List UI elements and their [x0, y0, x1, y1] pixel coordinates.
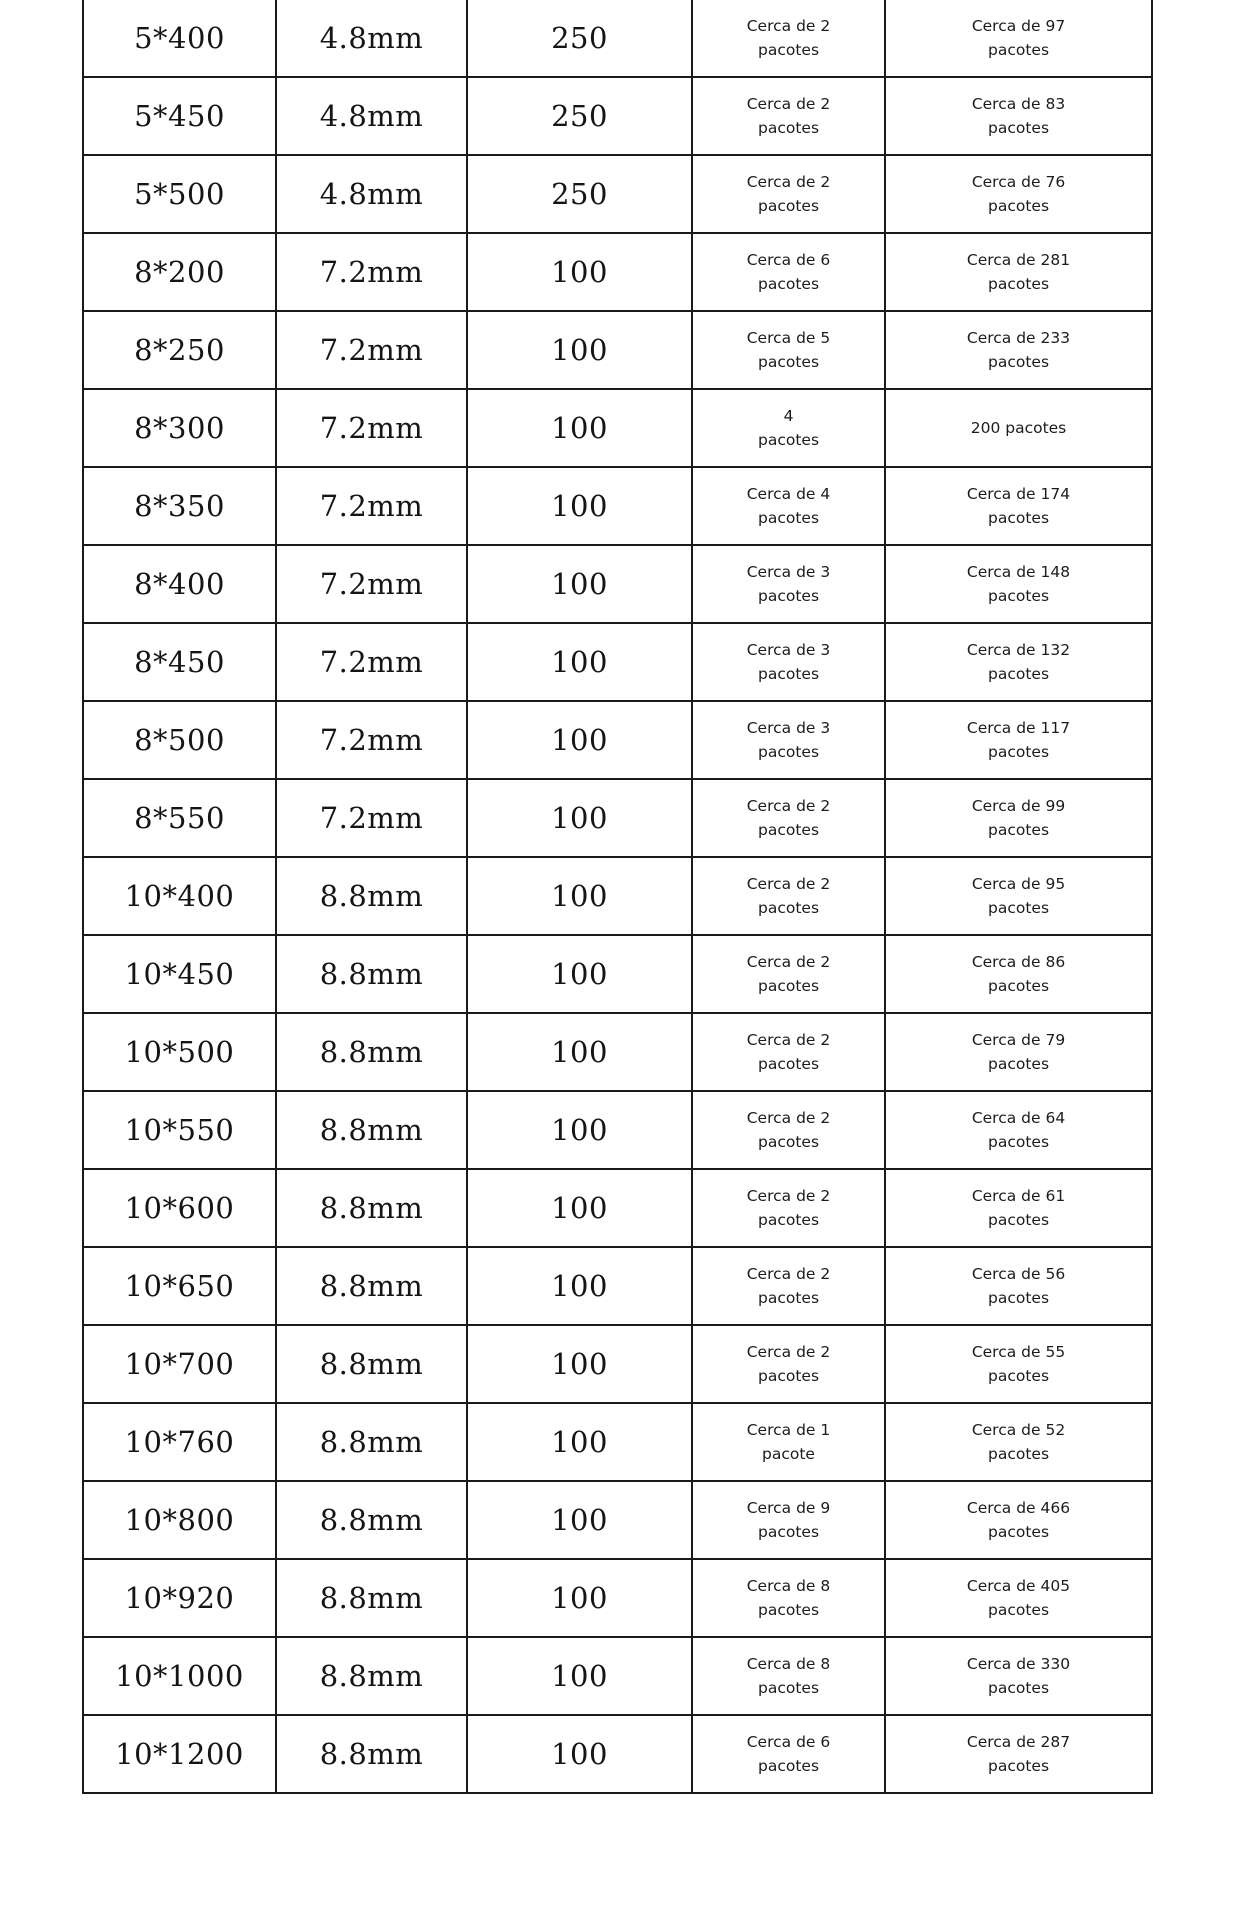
- packages-cell-line2: pacotes: [757, 1601, 820, 1619]
- packages-cell: [692, 233, 885, 311]
- table-row: [83, 1481, 1152, 1559]
- packages-cell-line1: Cerca de 6: [746, 251, 831, 269]
- table-row: [83, 1091, 1152, 1169]
- quantity-cell: 100: [467, 1637, 692, 1715]
- total-packages-cell-line1: Cerca de 287: [966, 1733, 1071, 1751]
- size-cell: 10*500: [83, 1013, 276, 1091]
- packages-cell: [692, 545, 885, 623]
- total-packages-cell: [885, 935, 1152, 1013]
- diameter-cell: 8.8mm: [276, 857, 467, 935]
- size-cell: 8*300: [83, 389, 276, 467]
- packages-cell: [692, 1481, 885, 1559]
- table-row: [83, 935, 1152, 1013]
- packages-cell-line2: pacotes: [757, 587, 820, 605]
- packages-cell-line2: pacotes: [757, 509, 820, 527]
- table-row: [83, 545, 1152, 623]
- packages-cell-line1: Cerca de 2: [746, 1109, 831, 1127]
- table-row: [83, 1715, 1152, 1793]
- total-packages-cell: [885, 1559, 1152, 1637]
- total-packages-cell: [885, 1325, 1152, 1403]
- total-packages-cell: [885, 701, 1152, 779]
- packages-cell: [692, 155, 885, 233]
- packages-cell-line2: pacotes: [757, 431, 820, 449]
- table-row: [83, 701, 1152, 779]
- total-packages-cell: [885, 623, 1152, 701]
- total-packages-cell: [885, 545, 1152, 623]
- quantity-cell: 100: [467, 1325, 692, 1403]
- packages-cell: [692, 77, 885, 155]
- packages-cell: [692, 1013, 885, 1091]
- diameter-cell: 4.8mm: [276, 155, 467, 233]
- packages-cell-line1: Cerca de 2: [746, 173, 831, 191]
- diameter-cell: 7.2mm: [276, 389, 467, 467]
- packages-cell: [692, 311, 885, 389]
- total-packages-cell-line1: Cerca de 83: [971, 95, 1066, 113]
- quantity-cell: 100: [467, 779, 692, 857]
- diameter-cell: 8.8mm: [276, 1013, 467, 1091]
- diameter-cell: 7.2mm: [276, 545, 467, 623]
- total-packages-cell-line2: pacotes: [987, 1445, 1050, 1463]
- table-row: [83, 779, 1152, 857]
- table-row: [83, 1403, 1152, 1481]
- total-packages-cell-line2: pacotes: [987, 1133, 1050, 1151]
- size-cell: 8*500: [83, 701, 276, 779]
- total-packages-cell: [885, 77, 1152, 155]
- total-packages-cell-line2: pacotes: [987, 1679, 1050, 1697]
- packages-cell-line1: Cerca de 6: [746, 1733, 831, 1751]
- packages-cell-line1: Cerca de 3: [746, 641, 831, 659]
- total-packages-cell: [885, 389, 1152, 467]
- table-row: [83, 0, 1152, 77]
- total-packages-cell-line2: pacotes: [987, 1523, 1050, 1541]
- total-packages-cell: [885, 1247, 1152, 1325]
- total-packages-cell-line2: pacotes: [987, 509, 1050, 527]
- quantity-cell: 100: [467, 545, 692, 623]
- total-packages-cell: [885, 1637, 1152, 1715]
- packages-cell: [692, 701, 885, 779]
- total-packages-cell-line1: Cerca de 330: [966, 1655, 1071, 1673]
- total-packages-cell: [885, 1403, 1152, 1481]
- quantity-cell: 100: [467, 1559, 692, 1637]
- size-cell: 8*550: [83, 779, 276, 857]
- total-packages-cell-line1: Cerca de 174: [966, 485, 1071, 503]
- packages-cell: [692, 1325, 885, 1403]
- table-row: [83, 623, 1152, 701]
- total-packages-cell: [885, 233, 1152, 311]
- total-packages-cell: [885, 1169, 1152, 1247]
- packages-cell-line2: pacotes: [757, 275, 820, 293]
- diameter-cell: 7.2mm: [276, 233, 467, 311]
- total-packages-cell-line1: Cerca de 76: [971, 173, 1066, 191]
- total-packages-cell-line2: pacotes: [987, 743, 1050, 761]
- table-row: [83, 1637, 1152, 1715]
- quantity-cell: 100: [467, 701, 692, 779]
- packages-cell: [692, 1403, 885, 1481]
- total-packages-cell-line2: pacotes: [987, 1289, 1050, 1307]
- diameter-cell: 8.8mm: [276, 1325, 467, 1403]
- packages-cell-line1: Cerca de 3: [746, 719, 831, 737]
- diameter-cell: 8.8mm: [276, 1169, 467, 1247]
- total-packages-cell: [885, 155, 1152, 233]
- packages-cell: [692, 1559, 885, 1637]
- quantity-cell: 100: [467, 935, 692, 1013]
- table-row: [83, 1559, 1152, 1637]
- packages-cell: [692, 1169, 885, 1247]
- total-packages-cell-line2: pacotes: [987, 1601, 1050, 1619]
- total-packages-cell-line2: pacotes: [987, 353, 1050, 371]
- table-row: [83, 857, 1152, 935]
- packages-cell: [692, 1715, 885, 1793]
- total-packages-cell-line2: pacotes: [987, 1367, 1050, 1385]
- packages-cell-line2: pacotes: [757, 821, 820, 839]
- packages-cell-line2: pacotes: [757, 899, 820, 917]
- total-packages-cell-line1: Cerca de 99: [971, 797, 1066, 815]
- total-packages-cell-line1: Cerca de 281: [966, 251, 1071, 269]
- size-cell: 8*200: [83, 233, 276, 311]
- quantity-cell: 250: [467, 77, 692, 155]
- packages-cell-line2: pacotes: [757, 353, 820, 371]
- size-cell: 8*250: [83, 311, 276, 389]
- packages-cell-line1: 4: [783, 407, 794, 425]
- packages-cell-line2: pacotes: [757, 665, 820, 683]
- diameter-cell: 8.8mm: [276, 1637, 467, 1715]
- diameter-cell: 7.2mm: [276, 701, 467, 779]
- quantity-cell: 100: [467, 467, 692, 545]
- size-cell: 10*600: [83, 1169, 276, 1247]
- total-packages-cell-line2: pacotes: [987, 1757, 1050, 1775]
- size-cell: 10*1000: [83, 1637, 276, 1715]
- packages-cell-line2: pacotes: [757, 1133, 820, 1151]
- total-packages-cell-line1: Cerca de 52: [971, 1421, 1066, 1439]
- packages-cell-line1: Cerca de 2: [746, 953, 831, 971]
- size-cell: 5*450: [83, 77, 276, 155]
- packages-cell: [692, 1091, 885, 1169]
- packages-cell-line1: Cerca de 3: [746, 563, 831, 581]
- size-cell: 10*400: [83, 857, 276, 935]
- total-packages-cell-line1: 200 pacotes: [970, 419, 1067, 437]
- packages-cell-line2: pacotes: [757, 1757, 820, 1775]
- size-cell: 10*550: [83, 1091, 276, 1169]
- diameter-cell: 8.8mm: [276, 1715, 467, 1793]
- total-packages-cell-line1: Cerca de 132: [966, 641, 1071, 659]
- total-packages-cell-line1: Cerca de 61: [971, 1187, 1066, 1205]
- packages-cell-line2: pacotes: [757, 1211, 820, 1229]
- packages-cell-line2: pacotes: [757, 1523, 820, 1541]
- packages-cell-line1: Cerca de 1: [746, 1421, 831, 1439]
- quantity-cell: 100: [467, 311, 692, 389]
- size-cell: 10*920: [83, 1559, 276, 1637]
- packages-cell-line1: Cerca de 2: [746, 875, 831, 893]
- packages-cell-line1: Cerca de 2: [746, 1343, 831, 1361]
- size-cell: 10*700: [83, 1325, 276, 1403]
- table-row: [83, 1013, 1152, 1091]
- diameter-cell: 4.8mm: [276, 0, 467, 77]
- total-packages-cell-line2: pacotes: [987, 119, 1050, 137]
- packages-cell-line2: pacotes: [757, 197, 820, 215]
- diameter-cell: 7.2mm: [276, 623, 467, 701]
- size-cell: 10*800: [83, 1481, 276, 1559]
- quantity-cell: 250: [467, 0, 692, 77]
- total-packages-cell-line1: Cerca de 117: [966, 719, 1071, 737]
- quantity-cell: 100: [467, 1013, 692, 1091]
- table-row: [83, 155, 1152, 233]
- packages-cell-line1: Cerca de 2: [746, 1265, 831, 1283]
- packages-cell: [692, 1247, 885, 1325]
- diameter-cell: 8.8mm: [276, 1559, 467, 1637]
- quantity-cell: 100: [467, 1169, 692, 1247]
- diameter-cell: 8.8mm: [276, 935, 467, 1013]
- packages-cell-line1: Cerca de 5: [746, 329, 831, 347]
- total-packages-cell: [885, 1013, 1152, 1091]
- packages-cell-line1: Cerca de 2: [746, 1187, 831, 1205]
- size-cell: 8*350: [83, 467, 276, 545]
- spec-table: [82, 0, 1153, 1794]
- diameter-cell: 8.8mm: [276, 1481, 467, 1559]
- quantity-cell: 250: [467, 155, 692, 233]
- total-packages-cell: [885, 1481, 1152, 1559]
- total-packages-cell-line2: pacotes: [987, 821, 1050, 839]
- table-row: [83, 77, 1152, 155]
- total-packages-cell-line1: Cerca de 55: [971, 1343, 1066, 1361]
- packages-cell-line1: Cerca de 2: [746, 797, 831, 815]
- quantity-cell: 100: [467, 1091, 692, 1169]
- table-row: [83, 311, 1152, 389]
- total-packages-cell-line1: Cerca de 56: [971, 1265, 1066, 1283]
- total-packages-cell-line2: pacotes: [987, 899, 1050, 917]
- size-cell: 8*400: [83, 545, 276, 623]
- quantity-cell: 100: [467, 623, 692, 701]
- total-packages-cell-line1: Cerca de 97: [971, 17, 1066, 35]
- quantity-cell: 100: [467, 1403, 692, 1481]
- total-packages-cell-line2: pacotes: [987, 1211, 1050, 1229]
- packages-cell: [692, 779, 885, 857]
- packages-cell-line1: Cerca de 8: [746, 1655, 831, 1673]
- packages-cell: [692, 389, 885, 467]
- size-cell: 10*760: [83, 1403, 276, 1481]
- packages-cell: [692, 0, 885, 77]
- total-packages-cell-line2: pacotes: [987, 665, 1050, 683]
- total-packages-cell-line2: pacotes: [987, 41, 1050, 59]
- packages-cell-line2: pacotes: [757, 119, 820, 137]
- packages-cell-line1: Cerca de 2: [746, 1031, 831, 1049]
- diameter-cell: 7.2mm: [276, 779, 467, 857]
- packages-cell-line1: Cerca de 2: [746, 95, 831, 113]
- packages-cell-line1: Cerca de 2: [746, 17, 831, 35]
- table-row: [83, 467, 1152, 545]
- total-packages-cell: [885, 311, 1152, 389]
- packages-cell-line1: Cerca de 9: [746, 1499, 831, 1517]
- total-packages-cell-line1: Cerca de 466: [966, 1499, 1071, 1517]
- quantity-cell: 100: [467, 857, 692, 935]
- total-packages-cell-line2: pacotes: [987, 1055, 1050, 1073]
- packages-cell-line2: pacotes: [757, 977, 820, 995]
- packages-cell-line1: Cerca de 4: [746, 485, 831, 503]
- total-packages-cell: [885, 0, 1152, 77]
- packages-cell-line2: pacotes: [757, 1679, 820, 1697]
- packages-cell-line2: pacotes: [757, 41, 820, 59]
- size-cell: 10*450: [83, 935, 276, 1013]
- packages-cell: [692, 467, 885, 545]
- total-packages-cell-line1: Cerca de 405: [966, 1577, 1071, 1595]
- diameter-cell: 7.2mm: [276, 467, 467, 545]
- table-row: [83, 233, 1152, 311]
- total-packages-cell: [885, 857, 1152, 935]
- total-packages-cell-line2: pacotes: [987, 197, 1050, 215]
- total-packages-cell: [885, 779, 1152, 857]
- packages-cell: [692, 935, 885, 1013]
- quantity-cell: 100: [467, 1715, 692, 1793]
- quantity-cell: 100: [467, 389, 692, 467]
- size-cell: 5*500: [83, 155, 276, 233]
- total-packages-cell-line1: Cerca de 64: [971, 1109, 1066, 1127]
- diameter-cell: 7.2mm: [276, 311, 467, 389]
- packages-cell-line2: pacote: [762, 1445, 815, 1463]
- table-row: [83, 1325, 1152, 1403]
- size-cell: 5*400: [83, 0, 276, 77]
- spec-table-body: [83, 0, 1152, 1793]
- total-packages-cell: [885, 467, 1152, 545]
- total-packages-cell-line1: Cerca de 148: [966, 563, 1071, 581]
- table-row: [83, 389, 1152, 467]
- packages-cell: [692, 623, 885, 701]
- total-packages-cell-line2: pacotes: [987, 587, 1050, 605]
- packages-cell-line2: pacotes: [757, 1289, 820, 1307]
- diameter-cell: 8.8mm: [276, 1091, 467, 1169]
- diameter-cell: 8.8mm: [276, 1247, 467, 1325]
- quantity-cell: 100: [467, 1481, 692, 1559]
- quantity-cell: 100: [467, 1247, 692, 1325]
- packages-cell-line2: pacotes: [757, 1055, 820, 1073]
- packages-cell-line2: pacotes: [757, 1367, 820, 1385]
- size-cell: 10*650: [83, 1247, 276, 1325]
- total-packages-cell: [885, 1091, 1152, 1169]
- total-packages-cell-line1: Cerca de 86: [971, 953, 1066, 971]
- total-packages-cell-line2: pacotes: [987, 977, 1050, 995]
- table-row: [83, 1247, 1152, 1325]
- total-packages-cell-line1: Cerca de 79: [971, 1031, 1066, 1049]
- quantity-cell: 100: [467, 233, 692, 311]
- total-packages-cell-line1: Cerca de 233: [966, 329, 1071, 347]
- total-packages-cell: [885, 1715, 1152, 1793]
- total-packages-cell-line1: Cerca de 95: [971, 875, 1066, 893]
- diameter-cell: 4.8mm: [276, 77, 467, 155]
- size-cell: 10*1200: [83, 1715, 276, 1793]
- size-cell: 8*450: [83, 623, 276, 701]
- packages-cell: [692, 1637, 885, 1715]
- total-packages-cell-line2: pacotes: [987, 275, 1050, 293]
- table-row: [83, 1169, 1152, 1247]
- packages-cell-line2: pacotes: [757, 743, 820, 761]
- diameter-cell: 8.8mm: [276, 1403, 467, 1481]
- packages-cell-line1: Cerca de 8: [746, 1577, 831, 1595]
- packages-cell: [692, 857, 885, 935]
